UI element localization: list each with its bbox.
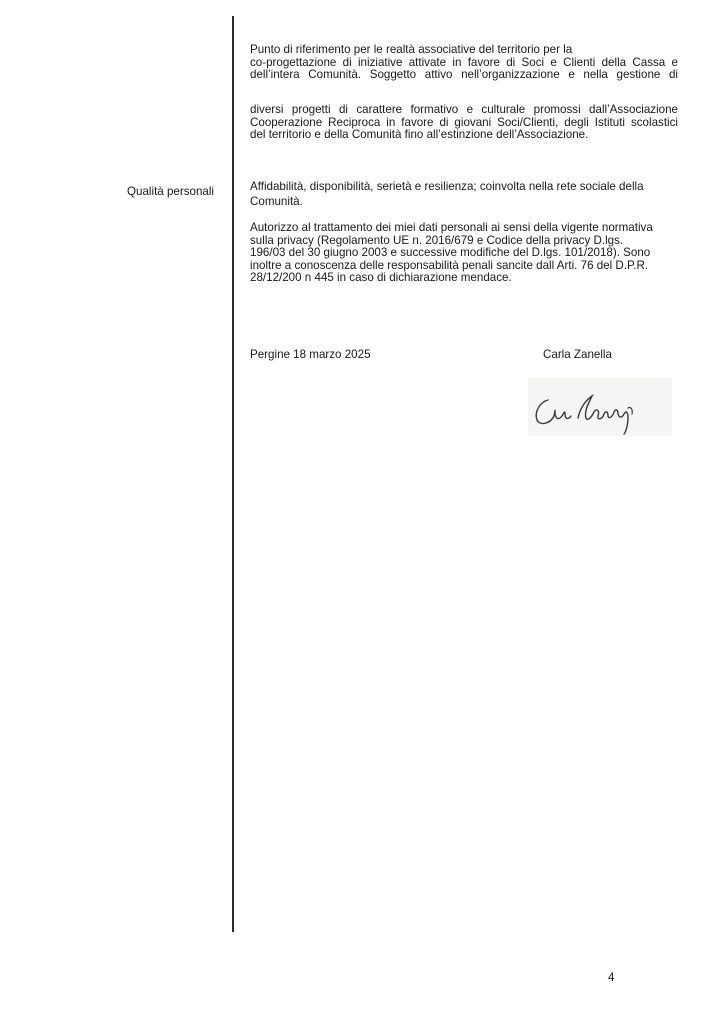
text-line: Affidabilità, disponibilità, serietà e resilienza; coinvolta nella rete sociale della [250,180,644,193]
personal-qualities-label: Qualità personali [127,185,215,198]
text-line: diversi progetti di carattere formativo e culturale promossi dall’Associazione [250,103,678,116]
left-column-divider [232,16,234,932]
page-number: 4 [608,971,615,984]
place-date: Pergine 18 marzo 2025 [250,348,371,361]
signature-icon [528,378,672,436]
personal-qualities-text [250,179,678,209]
text-line: Punto di riferimento per le realtà associative del territorio per la [250,43,573,56]
text-line: del territorio e della Comunità fino all’estinzione dell’Associazione. [250,128,589,142]
text-line: 196/03 del 30 giugno 2003 e successive modifiche del D.lgs. 101/2018). Sono [250,246,651,260]
text-line: inoltre a conoscenza delle responsabilità penali sancite dall Arti. 76 del D.P.R. [250,258,649,272]
text-line: Cooperazione Reciproca in favore di giovani Soci/Clienti, degli Istituti scolastici [250,115,678,129]
text-line: sulla privacy (Regolamento UE n. 2016/679 e Codice della privacy D.lgs. [250,233,624,247]
text-line: Comunità. [250,195,303,208]
activities-paragraph-2 [250,104,678,142]
signatory-name: Carla Zanella [543,348,612,361]
privacy-consent-paragraph [250,222,678,285]
text-line: co-progettazione di iniziative attivate in favore di Soci e Clienti della Cassa e [250,55,678,69]
activities-paragraph-1 [250,44,678,82]
text-line: Autorizzo al trattamento dei miei dati personali ai sensi della vigente normativa [250,221,653,234]
handwritten-signature [528,378,672,436]
text-line: dell’intera Comunità. Soggetto attivo nell’organizzazione e nella gestione di [250,68,678,82]
text-line: 28/12/200 n 445 in caso di dichiarazione mendace. [250,271,512,285]
